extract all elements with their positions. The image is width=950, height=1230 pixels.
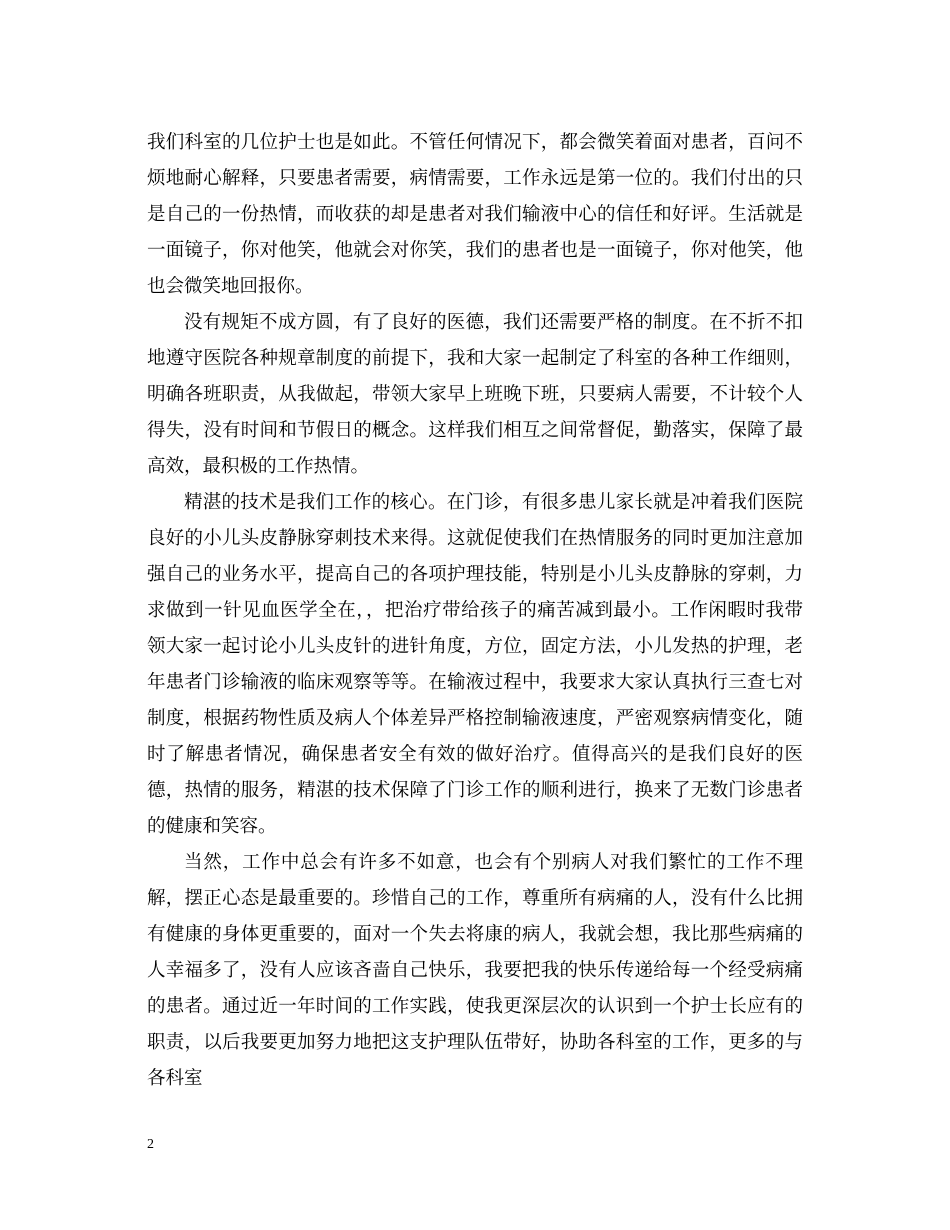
paragraph-attitude-and-outlook: 当然，工作中总会有许多不如意，也会有个别病人对我们繁忙的工作不理解，摆正心态是最重要的。珍惜自己的工作，尊重所有病痛的人，没有什么比拥有健康的身体更重要的，面对一个失去将康的病人，我就会想，我比那些病痛的人幸福多了，没有人应该吝啬自己快乐，我要把我的快乐传递给每一个经受病痛的患者。通过近一年时间的工作实践，使我更深层次的认识到一个护士长应有的职责，以后我要更加努力地把这支护理队伍带好，协助各科室的工作，更多的与各科室 xyxy=(147,852,803,1089)
paragraph-continued: 我们科室的几位护士也是如此。不管任何情况下，都会微笑着面对患者，百问不烦地耐心解释，只要患者需要，病情需要，工作永远是第一位的。我们付出的只是自己的一份热情，而收获的却是患者对我们输液中心的信任和好评。生活就是一面镜子，你对他笑，他就会对你笑，我们的患者也是一面镜子，你对他笑，他也会微笑地回报你。 xyxy=(147,132,803,297)
paragraph-nursing-technique: 精湛的技术是我们工作的核心。在门诊，有很多患儿家长就是冲着我们医院良好的小儿头皮静脉穿刺技术来得。这就促使我们在热情服务的同时更加注意加强自己的业务水平，提高自己的各项护理技能，特别是小儿头皮静脉的穿刺，力求做到一针见血医学全在，，把治疗带给孩子的痛苦减到最小。工作闲暇时我带领大家一起讨论小儿头皮针的进针角度，方位，固定方法，小儿发热的护理，老年患者门诊输液的临床观察等等。在输液过程中，我要求大家认真执行三查七对制度，根据药物性质及病人个体差异严格控制输液速度，严密观察病情变化，随时了解患者情况，确保患者安全有效的做好治疗。值得高兴的是我们良好的医德，热情的服务，精湛的技术保障了门诊工作的顺利进行，换来了无数门诊患者的健康和笑容。 xyxy=(147,492,803,837)
body-text xyxy=(147,125,803,1097)
paragraph-rules-and-regulations: 没有规矩不成方圆，有了良好的医德，我们还需要严格的制度。在不折不扣地遵守医院各种规章制度的前提下，我和大家一起制定了科室的各种工作细则，明确各班职责，从我做起，带领大家早上班晚下班，只要病人需要，不计较个人得失，没有时间和节假日的概念。这样我们相互之间常督促，勤落实，保障了最高效，最积极的工作热情。 xyxy=(147,312,803,477)
page-number: 2 xyxy=(147,1137,154,1152)
